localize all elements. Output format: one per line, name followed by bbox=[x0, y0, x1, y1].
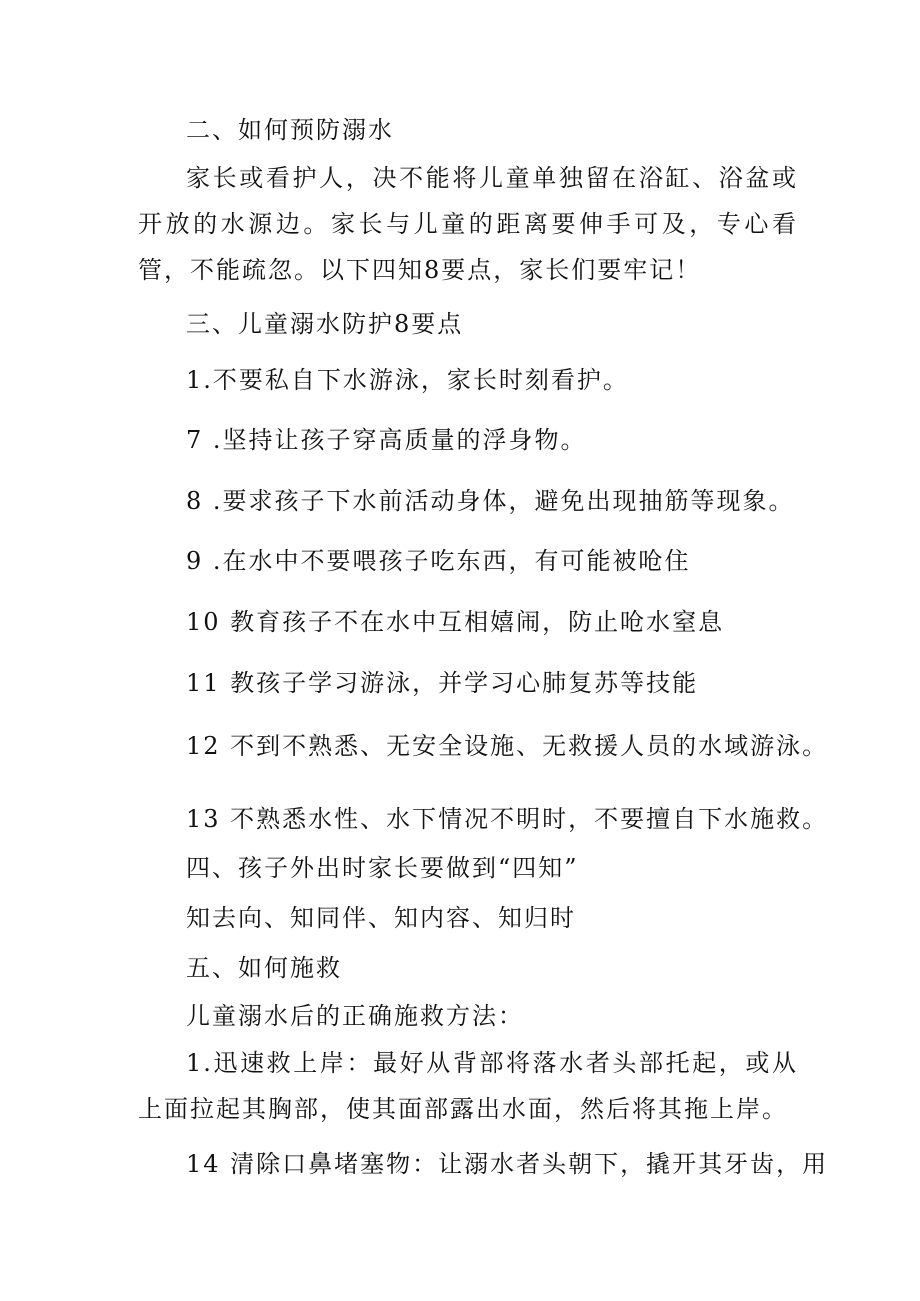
list-item: 10 教育孩子不在水中互相嬉闹，防止呛水窒息 bbox=[186, 608, 725, 636]
section-2-body: 家长或看护人，决不能将儿童单独留在浴缸、浴盆或开放的水源边。家长与儿童的距离要伸手可及，专心看管，不能疏忽。以下四知8要点，家长们要牢记！ bbox=[138, 164, 798, 284]
list-item: 13 不熟悉水性、水下情况不明时，不要擅自下水施救。 bbox=[186, 805, 829, 833]
list-item: 12 不到不熟悉、无安全设施、无救援人员的水域游泳。 bbox=[186, 732, 829, 760]
section-3-title: 三、儿童溺水防护8要点 bbox=[186, 310, 464, 338]
list-item: 9 .在水中不要喂孩子吃东西，有可能被呛住 bbox=[186, 547, 691, 575]
section-2-title: 二、如何预防溺水 bbox=[186, 116, 394, 144]
section-5-step-1: 1.迅速救上岸：最好从背部将落水者头部托起，或从上面拉起其胸部，使其面部露出水面，然后将其拖上岸。 bbox=[138, 1049, 798, 1123]
section-4-title: 四、孩子外出时家长要做到“四知” bbox=[186, 854, 579, 882]
section-5-intro: 儿童溺水后的正确施救方法： bbox=[186, 1002, 524, 1030]
list-item: 1.不要私自下水游泳，家长时刻看护。 bbox=[186, 366, 629, 394]
section-5-title: 五、如何施救 bbox=[186, 954, 342, 982]
section-5-step-14: 14 清除口鼻堵塞物：让溺水者头朝下，撬开其牙齿，用 bbox=[186, 1150, 829, 1178]
section-4-body: 知去向、知同伴、知内容、知归时 bbox=[186, 904, 576, 932]
list-item: 11 教孩子学习游泳，并学习心肺复苏等技能 bbox=[186, 669, 699, 697]
list-item: 8 .要求孩子下水前活动身体，避免出现抽筋等现象。 bbox=[186, 487, 795, 515]
list-item: 7 .坚持让孩子穿高质量的浮身物。 bbox=[186, 426, 587, 454]
